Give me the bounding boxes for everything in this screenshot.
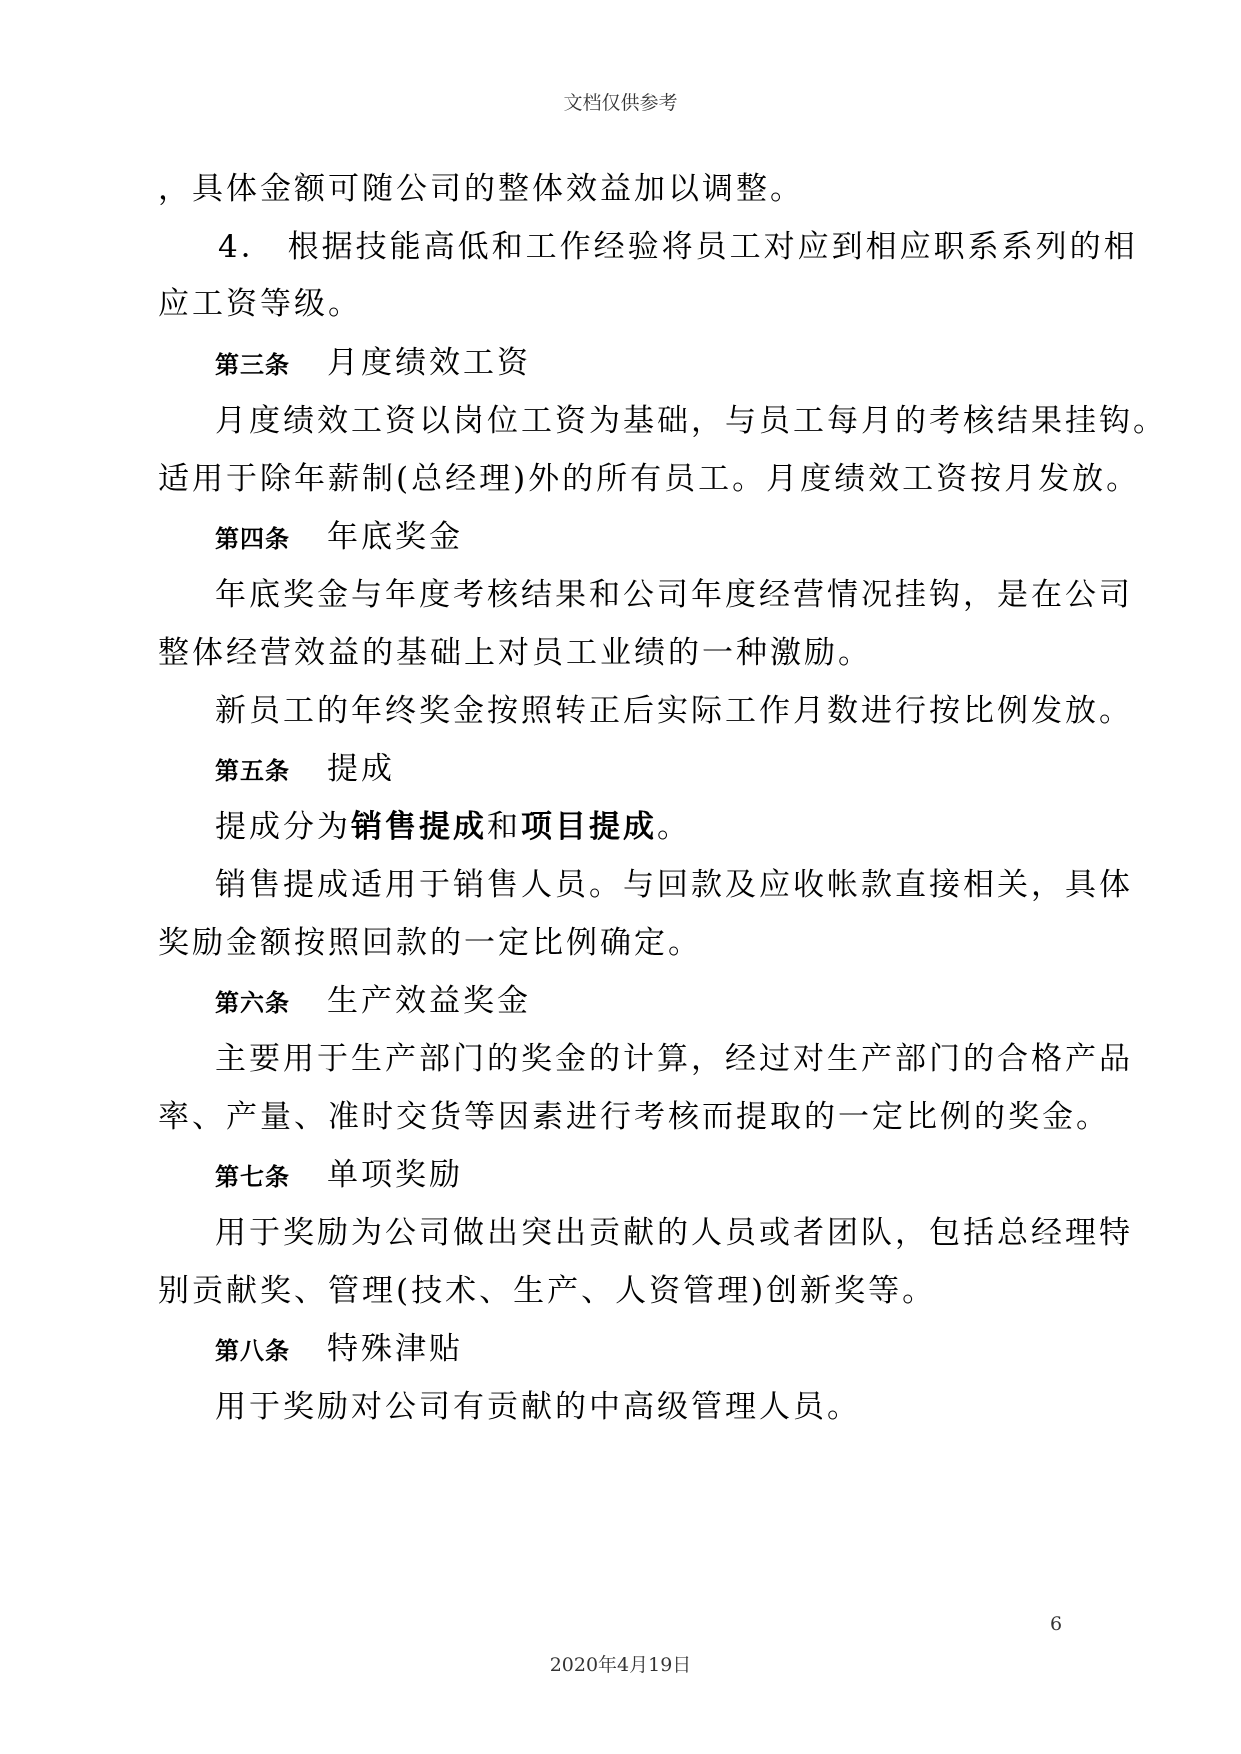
article-title: 提成 (327, 751, 395, 787)
page-number: 6 (1050, 1613, 1063, 1635)
article-heading-4 (215, 519, 463, 555)
article-title: 单项奖励 (327, 1157, 463, 1193)
page-footer-date: 2020年4月19日 (549, 1654, 692, 1676)
body-line (215, 809, 691, 845)
body-line: 4． 根据技能高低和工作经验将员工对应到相应职系系列的相 (218, 229, 1138, 265)
article-title: 年底奖金 (327, 519, 463, 555)
article-title: 特殊津贴 (327, 1331, 463, 1367)
sales-commission-term: 销售提成 (351, 809, 487, 845)
body-line: ，具体金额可随公司的整体效益加以调整。 (158, 171, 804, 207)
body-line: 应工资等级。 (158, 286, 362, 322)
text-run: 。 (657, 809, 691, 845)
body-line: 整体经营效益的基础上对员工业绩的一种激励。 (158, 635, 872, 671)
article-number: 第七条 (215, 1162, 290, 1191)
article-number: 第四条 (215, 524, 290, 553)
body-line: 月度绩效工资以岗位工资为基础，与员工每月的考核结果挂钩。 (215, 403, 1167, 439)
article-number: 第五条 (215, 756, 290, 785)
article-heading-5 (215, 751, 395, 787)
article-number: 第六条 (215, 988, 290, 1017)
body-line: 率、产量、准时交货等因素进行考核而提取的一定比例的奖金。 (158, 1099, 1110, 1135)
body-line: 新员工的年终奖金按照转正后实际工作月数进行按比例发放。 (215, 693, 1133, 729)
body-line: 用于奖励为公司做出突出贡献的人员或者团队，包括总经理特 (215, 1215, 1133, 1251)
body-line: 用于奖励对公司有贡献的中高级管理人员。 (215, 1389, 861, 1425)
body-line: 别贡献奖、管理(技术、生产、人资管理)创新奖等。 (158, 1273, 937, 1309)
article-heading-8 (215, 1331, 463, 1367)
body-line: 年底奖金与年度考核结果和公司年度经营情况挂钩，是在公司 (215, 577, 1133, 613)
article-heading-7 (215, 1157, 463, 1193)
article-title: 月度绩效工资 (327, 345, 531, 381)
body-line: 奖励金额按照回款的一定比例确定。 (158, 925, 702, 961)
article-number: 第八条 (215, 1336, 290, 1365)
article-number: 第三条 (215, 350, 290, 379)
article-title: 生产效益奖金 (327, 983, 531, 1019)
text-run: 提成分为 (215, 809, 351, 845)
article-heading-6 (215, 983, 531, 1019)
page-header: 文档仅供参考 (563, 92, 678, 114)
project-commission-term: 项目提成 (521, 809, 657, 845)
body-line: 主要用于生产部门的奖金的计算，经过对生产部门的合格产品 (215, 1041, 1133, 1077)
body-line: 适用于除年薪制(总经理)外的所有员工。月度绩效工资按月发放。 (158, 461, 1141, 497)
article-heading-3 (215, 345, 531, 381)
body-line: 销售提成适用于销售人员。与回款及应收帐款直接相关，具体 (215, 867, 1133, 903)
text-run: 和 (487, 809, 521, 845)
